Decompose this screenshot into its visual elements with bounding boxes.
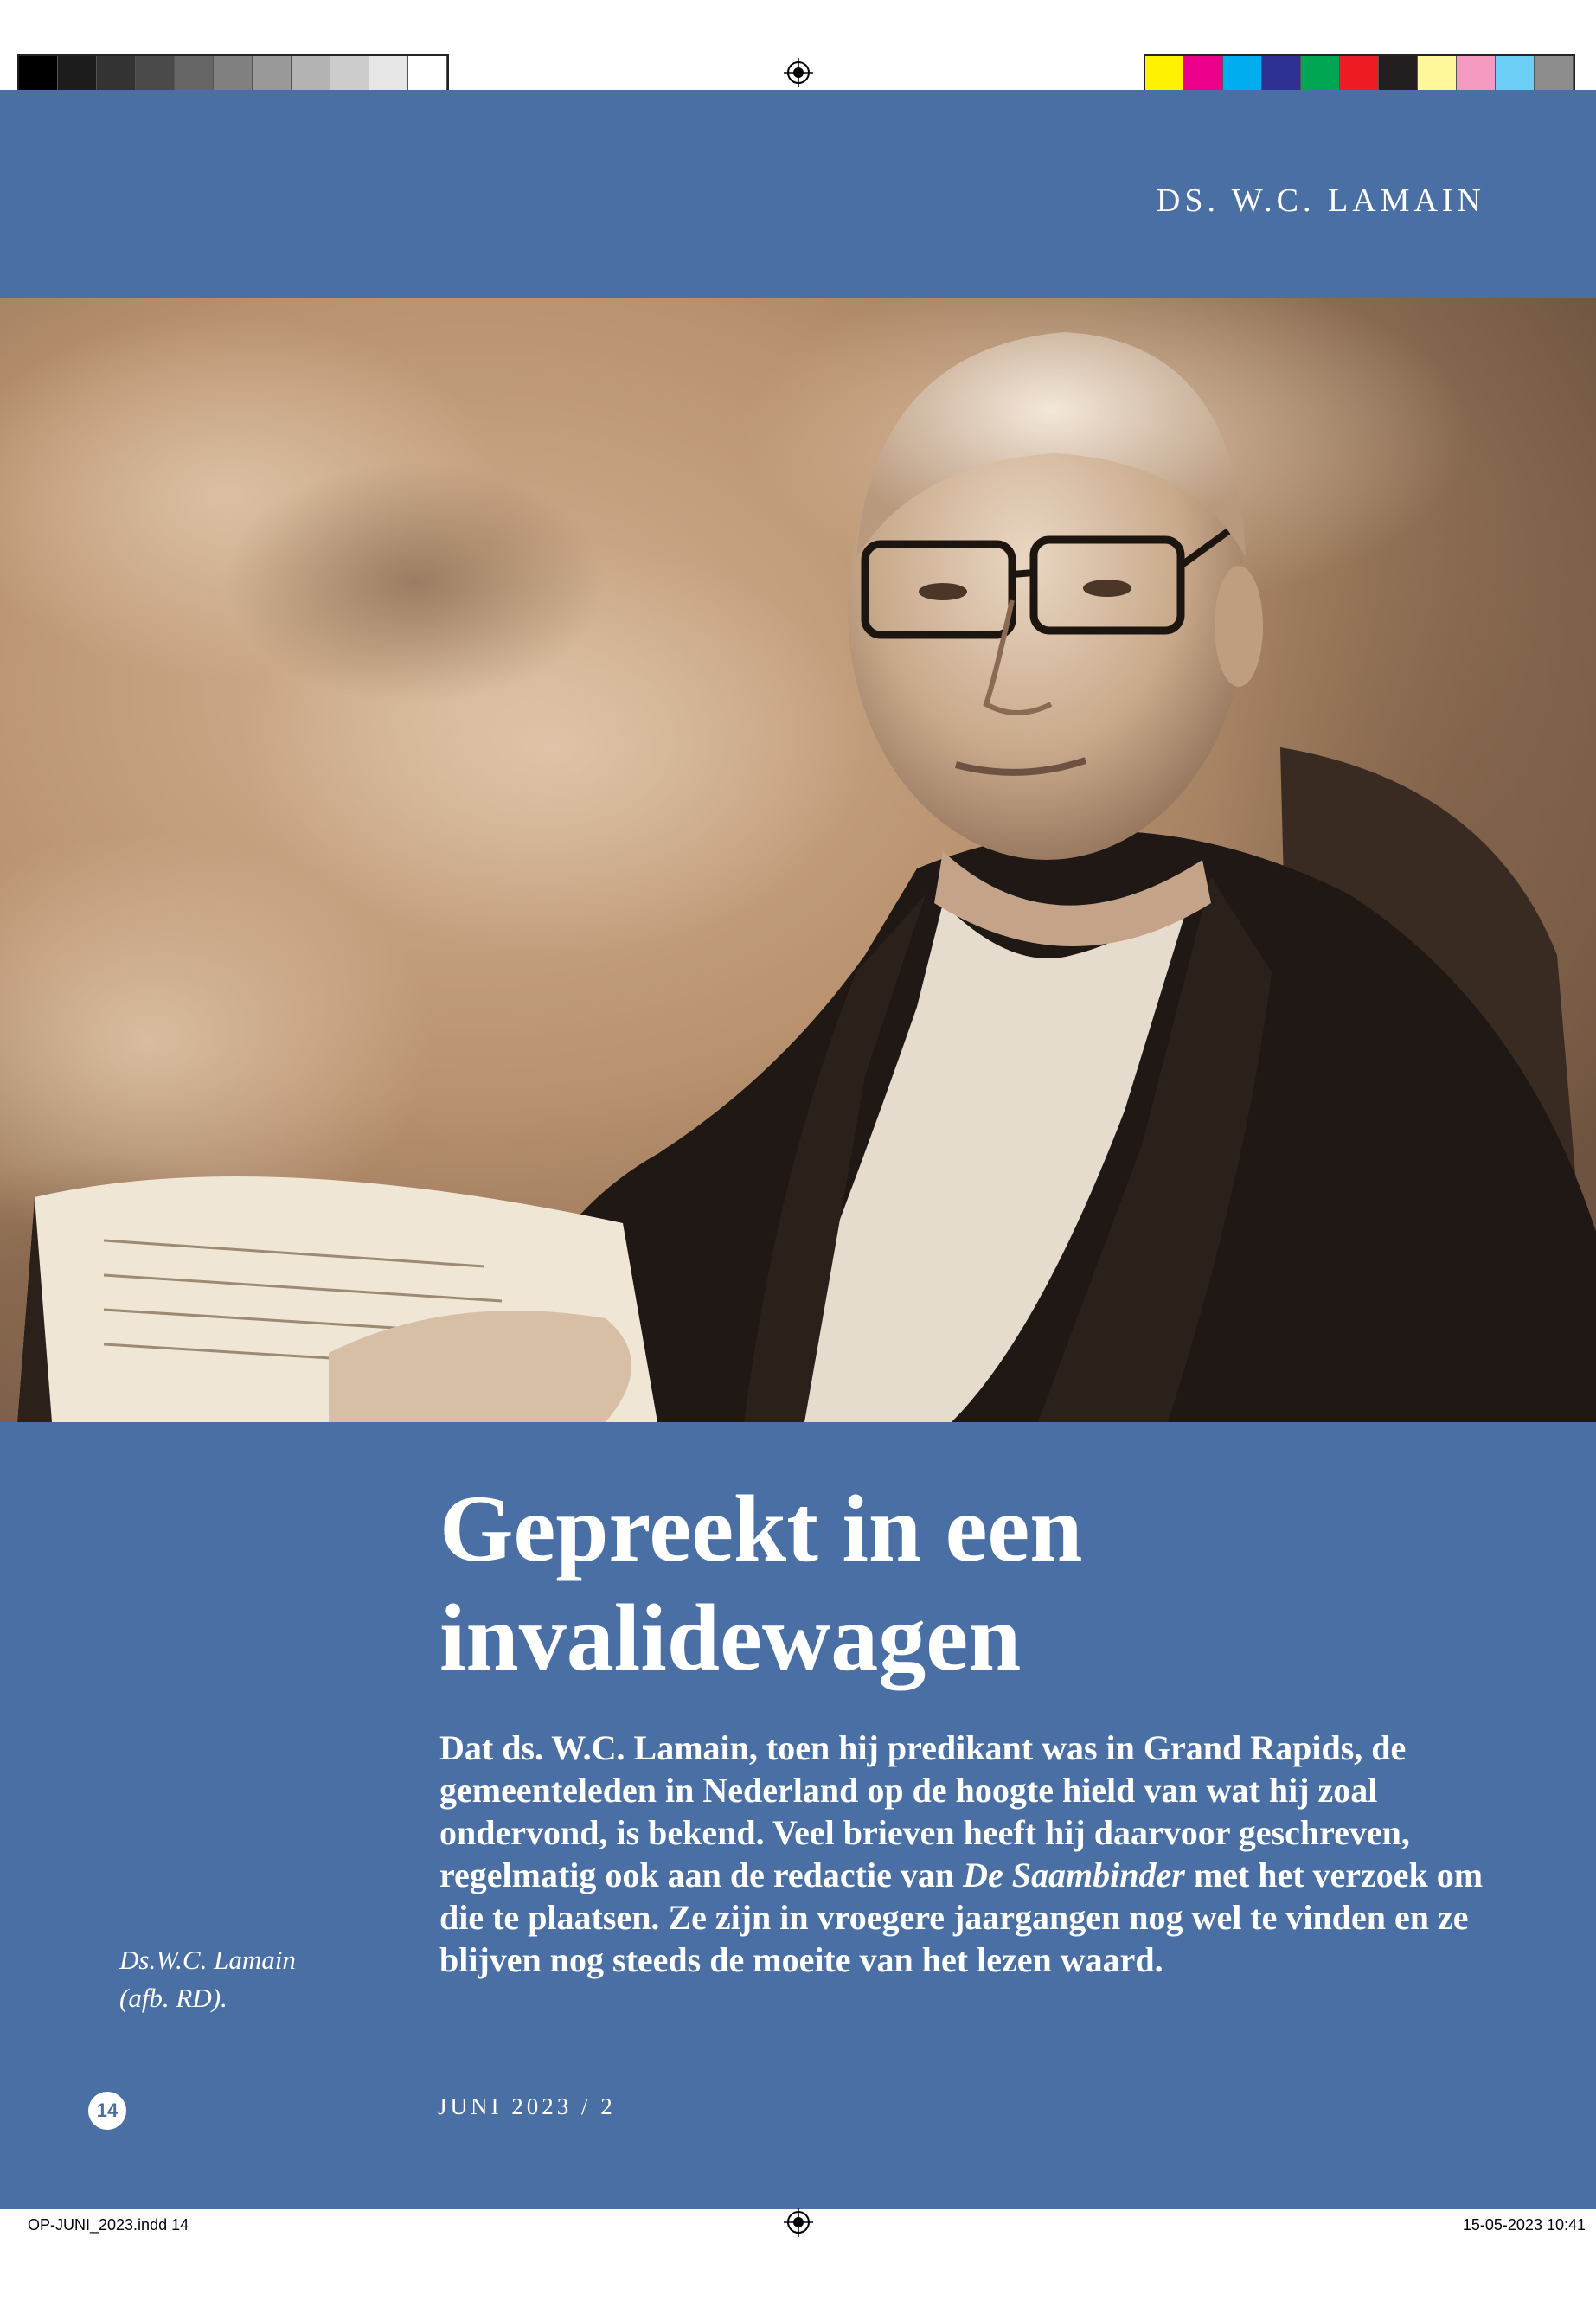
running-head: DS. W.C. LAMAIN <box>1156 183 1485 219</box>
grey-swatch <box>97 56 136 93</box>
registration-mark-icon <box>784 58 813 87</box>
color-swatch <box>1145 56 1184 93</box>
slug-file: OP-JUNI_2023.indd 14 <box>28 2216 189 2234</box>
color-swatch <box>1223 56 1262 93</box>
article-intro <box>439 1727 1486 1981</box>
grey-swatch <box>292 56 330 93</box>
grey-swatch <box>408 56 447 93</box>
color-swatch <box>1496 56 1535 93</box>
color-bar <box>1144 54 1575 94</box>
color-swatch <box>1457 56 1496 93</box>
color-swatch <box>1379 56 1418 93</box>
grey-swatch <box>214 56 253 93</box>
greyscale-bar <box>17 54 449 94</box>
registration-mark-icon <box>784 2208 813 2237</box>
print-marks <box>0 0 1596 90</box>
caption-line-1: Ds.W.C. Lamain <box>119 1945 296 1975</box>
grey-swatch <box>136 56 175 93</box>
color-swatch <box>1301 56 1340 93</box>
photo-caption <box>119 1941 396 2017</box>
article-headline: Gepreekt in een invalidewagen <box>439 1476 1083 1690</box>
page-number: 14 <box>88 2092 126 2130</box>
grey-swatch <box>253 56 292 93</box>
intro-text-start: Dat ds. W.C. Lamain, toen hij predikant was in Grand Rapids, de gemeenteleden in Nederland op de hoogte hield van wat hij zoal ondervond, is bekend. Veel brieven heeft hij daarvoor geschreven, regelmatig ook aan de redactie van <box>439 1728 1410 1894</box>
grey-swatch <box>19 56 58 93</box>
color-swatch <box>1340 56 1379 93</box>
color-swatch <box>1535 56 1574 93</box>
grey-swatch <box>175 56 214 93</box>
color-swatch <box>1184 56 1223 93</box>
issue-label: JUNI 2023 / 2 <box>438 2093 616 2119</box>
caption-line-2: (afb. RD). <box>119 1983 228 2013</box>
color-swatch <box>1262 56 1301 93</box>
publication-title: De Saambinder <box>963 1856 1185 1894</box>
magazine-page <box>0 90 1596 2209</box>
grey-swatch <box>369 56 408 93</box>
intro-text-end: met het verzoek om die te plaatsen. Ze zijn in vroegere jaargangen nog wel te vinden en ze blijven nog steeds de moeite van het lezen waard. <box>439 1856 1484 1979</box>
slug-timestamp: 15-05-2023 10:41 <box>1462 2216 1586 2234</box>
grey-swatch <box>58 56 97 93</box>
portrait-photo <box>0 298 1596 1422</box>
grey-swatch <box>330 56 369 93</box>
color-swatch <box>1418 56 1457 93</box>
